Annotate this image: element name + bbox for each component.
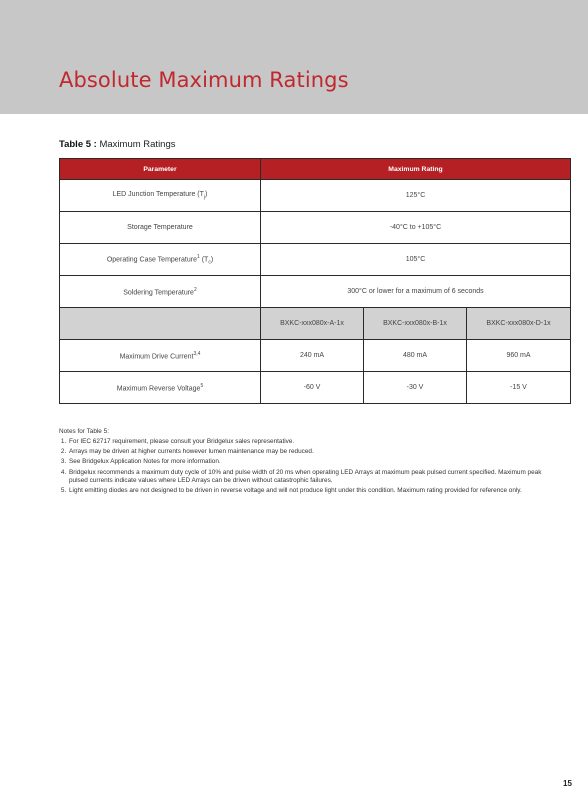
value-cell: -30 V: [364, 372, 467, 404]
value-cell: 480 mA: [364, 340, 467, 372]
param-label: Operating Case Temperature: [106, 255, 197, 263]
note-item: 5. Light emitting diodes are not designed to be driven in reverse voltage and will not produce light under this condition. Maximum rating provided for reference only.: [68, 487, 559, 495]
product-column-a: BXKC-xxx080x-A-1x: [261, 308, 364, 340]
param-mid: (T: [199, 255, 209, 263]
param-subscript: j: [203, 194, 206, 201]
table-header-row: [60, 159, 571, 180]
note-item: 2. Arrays may be driven at higher currents however lumen maintenance may be reduced.: [68, 448, 559, 456]
table-caption-text: Maximum Ratings: [96, 139, 176, 150]
param-subscript: c: [208, 259, 211, 266]
notes-title: Notes for Table 5:: [59, 428, 109, 435]
table-row: [60, 340, 571, 372]
product-column-d: BXKC-xxx080x-D-1x: [467, 308, 571, 340]
param-cell: [60, 276, 261, 308]
param-cell: [60, 372, 261, 404]
value-cell: -15 V: [467, 372, 571, 404]
param-label: Maximum Reverse Voltage: [116, 385, 201, 393]
header-maximum-rating: Maximum Rating: [261, 159, 571, 180]
note-item: 3. See Bridgelux Application Notes for more information.: [68, 458, 559, 466]
product-header-row: [60, 308, 571, 340]
note-item: 4. Bridgelux recommends a maximum duty cycle of 10% and pulse width of 20 ms when operating LED Arrays at maximum peak pulsed current specified. Maximum peak pulsed currents indicate values where LED Arrays can be driven without catastrophic failures.: [68, 469, 559, 485]
value-cell: 960 mA: [467, 340, 571, 372]
param-label: Maximum Drive Current: [119, 353, 194, 361]
maximum-ratings-table: [59, 158, 571, 404]
param-cell: [60, 180, 261, 212]
value-cell: -60 V: [261, 372, 364, 404]
notes-list: [59, 438, 559, 495]
empty-grey-cell: [60, 308, 261, 340]
table-row: [60, 372, 571, 404]
param-suffix: ): [205, 190, 208, 198]
value-cell: 105°C: [261, 244, 571, 276]
table-caption-label: Table 5 :: [59, 139, 97, 150]
param-suffix: ): [210, 255, 214, 263]
param-label: LED Junction Temperature (T: [112, 190, 204, 198]
table-caption: [59, 139, 176, 150]
table-row: [60, 276, 571, 308]
page-number: 15: [563, 779, 572, 788]
param-superscript: 1: [196, 253, 200, 260]
table-row: [60, 244, 571, 276]
param-superscript: 2: [193, 286, 197, 293]
header-band: [0, 0, 588, 114]
param-cell: [60, 244, 261, 276]
product-column-b: BXKC-xxx080x-B-1x: [364, 308, 467, 340]
table-row: [60, 212, 571, 244]
param-cell: [60, 340, 261, 372]
table-notes: [59, 428, 559, 497]
note-item: 1. For IEC 62717 requirement, please consult your Bridgelux sales representative.: [68, 438, 559, 446]
value-cell: 240 mA: [261, 340, 364, 372]
page-title: Absolute Maximum Ratings: [59, 68, 349, 92]
param-cell: Storage Temperature: [60, 212, 261, 244]
param-superscript: 3,4: [193, 350, 201, 357]
param-label: Soldering Temperature: [123, 289, 194, 297]
table-row: [60, 180, 571, 212]
param-superscript: 5: [200, 382, 204, 389]
value-cell: 300°C or lower for a maximum of 6 seconds: [261, 276, 571, 308]
value-cell: 125°C: [261, 180, 571, 212]
value-cell: -40°C to +105°C: [261, 212, 571, 244]
header-parameter: Parameter: [60, 159, 261, 180]
